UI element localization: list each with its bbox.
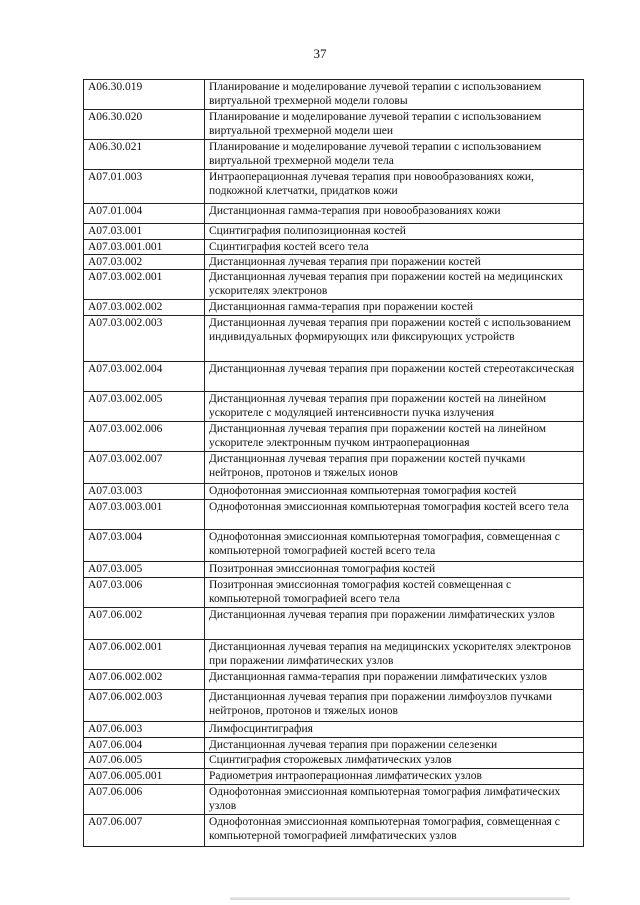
service-code-cell: A07.03.002.006 bbox=[84, 422, 205, 452]
service-name-cell: Позитронная эмиссионная томография костей совмещенная с компьютерной томографией всего тела bbox=[205, 578, 584, 608]
service-code-cell: A07.03.002.005 bbox=[84, 392, 205, 422]
table-row bbox=[84, 738, 584, 753]
service-name-cell: Интраоперационная лучевая терапия при новообразованиях кожи, подкожной клетчатки, придатков кожи bbox=[205, 170, 584, 204]
table-row bbox=[84, 530, 584, 562]
service-code-cell: A07.06.002.001 bbox=[84, 640, 205, 670]
service-name-cell: Лимфосцинтиграфия bbox=[205, 722, 584, 738]
service-code-cell: A07.03.004 bbox=[84, 530, 205, 562]
service-name-cell: Дистанционная лучевая терапия при поражении селезенки bbox=[205, 738, 584, 753]
service-name-cell: Планирование и моделирование лучевой терапии с использованием виртуальной трехмерной модели головы bbox=[205, 80, 584, 110]
service-name-cell: Дистанционная гамма-терапия при поражении лимфатических узлов bbox=[205, 670, 584, 690]
service-code-cell: A07.03.003.001 bbox=[84, 500, 205, 530]
table-body bbox=[84, 80, 584, 847]
service-code-cell: A07.03.006 bbox=[84, 578, 205, 608]
service-name-cell: Дистанционная лучевая терапия на медицинских ускорителях электронов при поражении лимфатических узлов bbox=[205, 640, 584, 670]
service-code-cell: A07.06.002 bbox=[84, 608, 205, 640]
service-name-cell: Сцинтиграфия полипозиционная костей bbox=[205, 224, 584, 240]
table-row bbox=[84, 224, 584, 240]
table-row bbox=[84, 670, 584, 690]
service-name-cell: Дистанционная лучевая терапия при поражении костей пучками нейтронов, протонов и тяжелых ионов bbox=[205, 452, 584, 484]
table-row bbox=[84, 316, 584, 362]
service-name-cell: Дистанционная гамма-терапия при новообразованиях кожи bbox=[205, 204, 584, 224]
service-code-cell: A06.30.021 bbox=[84, 140, 205, 170]
service-name-cell: Позитронная эмиссионная томография костей bbox=[205, 562, 584, 578]
table-row bbox=[84, 422, 584, 452]
service-name-cell: Планирование и моделирование лучевой терапии с использованием виртуальной трехмерной модели шеи bbox=[205, 110, 584, 140]
table-row bbox=[84, 722, 584, 738]
service-name-cell: Радиометрия интраоперационная лимфатических узлов bbox=[205, 769, 584, 785]
table-row bbox=[84, 362, 584, 392]
service-code-cell: A07.06.003 bbox=[84, 722, 205, 738]
table-row bbox=[84, 204, 584, 224]
service-code-cell: A07.03.005 bbox=[84, 562, 205, 578]
service-name-cell: Дистанционная лучевая терапия при поражении костей bbox=[205, 255, 584, 270]
service-name-cell: Сцинтиграфия костей всего тела bbox=[205, 240, 584, 255]
service-name-cell: Дистанционная лучевая терапия при поражении костей на медицинских ускорителях электронов bbox=[205, 270, 584, 300]
service-code-cell: A07.06.004 bbox=[84, 738, 205, 753]
service-name-cell: Однофотонная эмиссионная компьютерная томография костей всего тела bbox=[205, 500, 584, 530]
service-code-cell: A07.03.001.001 bbox=[84, 240, 205, 255]
table-row bbox=[84, 815, 584, 847]
table-row bbox=[84, 500, 584, 530]
service-code-cell: A07.03.003 bbox=[84, 484, 205, 500]
service-code-cell: A07.06.007 bbox=[84, 815, 205, 847]
service-code-cell: A07.03.002.001 bbox=[84, 270, 205, 300]
service-name-cell: Дистанционная лучевая терапия при поражении костей с использованием индивидуальных формирующих или фиксирующих устройств bbox=[205, 316, 584, 362]
service-name-cell: Однофотонная эмиссионная компьютерная томография лимфатических узлов bbox=[205, 785, 584, 815]
service-code-cell: A06.30.020 bbox=[84, 110, 205, 140]
service-code-cell: A07.03.002.002 bbox=[84, 300, 205, 316]
service-code-cell: A07.03.002 bbox=[84, 255, 205, 270]
service-code-cell: A07.06.002.002 bbox=[84, 670, 205, 690]
table-row bbox=[84, 640, 584, 670]
service-codes-table bbox=[83, 79, 584, 847]
service-code-cell: A07.03.001 bbox=[84, 224, 205, 240]
table-row bbox=[84, 452, 584, 484]
table-row bbox=[84, 690, 584, 722]
table-row bbox=[84, 769, 584, 785]
service-code-cell: A07.03.002.004 bbox=[84, 362, 205, 392]
service-name-cell: Дистанционная лучевая терапия при поражении костей на линейном ускорителе электронным пучком интраоперационная bbox=[205, 422, 584, 452]
service-name-cell: Планирование и моделирование лучевой терапии с использованием виртуальной трехмерной модели тела bbox=[205, 140, 584, 170]
service-code-cell: A06.30.019 bbox=[84, 80, 205, 110]
service-name-cell: Дистанционная лучевая терапия при поражении лимфоузлов пучками нейтронов, протонов и тяжелых ионов bbox=[205, 690, 584, 722]
table-row bbox=[84, 785, 584, 815]
service-name-cell: Дистанционная лучевая терапия при поражении костей на линейном ускорителе с модуляцией интенсивности пучка излучения bbox=[205, 392, 584, 422]
table-row bbox=[84, 608, 584, 640]
table-row bbox=[84, 562, 584, 578]
table-row bbox=[84, 578, 584, 608]
table-row bbox=[84, 110, 584, 140]
service-code-cell: A07.03.002.007 bbox=[84, 452, 205, 484]
table-row bbox=[84, 140, 584, 170]
service-name-cell: Сцинтиграфия сторожевых лимфатических узлов bbox=[205, 753, 584, 769]
service-code-cell: A07.01.004 bbox=[84, 204, 205, 224]
service-code-cell: A07.06.006 bbox=[84, 785, 205, 815]
page-number: 37 bbox=[313, 46, 327, 61]
service-name-cell: Дистанционная лучевая терапия при поражении костей стереотаксическая bbox=[205, 362, 584, 392]
service-name-cell: Однофотонная эмиссионная компьютерная томография костей bbox=[205, 484, 584, 500]
table-row bbox=[84, 270, 584, 300]
service-name-cell: Однофотонная эмиссионная компьютерная томография, совмещенная с компьютерной томографией лимфатических узлов bbox=[205, 815, 584, 847]
table-row bbox=[84, 753, 584, 769]
service-name-cell: Дистанционная гамма-терапия при поражении костей bbox=[205, 300, 584, 316]
table-row bbox=[84, 255, 584, 270]
table-row bbox=[84, 170, 584, 204]
table-row bbox=[84, 80, 584, 110]
service-code-cell: A07.06.005 bbox=[84, 753, 205, 769]
table-row bbox=[84, 240, 584, 255]
service-name-cell: Однофотонная эмиссионная компьютерная томография, совмещенная с компьютерной томографией костей всего тела bbox=[205, 530, 584, 562]
page-bottom-edge bbox=[230, 897, 570, 900]
service-code-cell: A07.06.005.001 bbox=[84, 769, 205, 785]
service-code-cell: A07.06.002.003 bbox=[84, 690, 205, 722]
table-row bbox=[84, 484, 584, 500]
service-code-cell: A07.01.003 bbox=[84, 170, 205, 204]
table-row bbox=[84, 392, 584, 422]
service-code-cell: A07.03.002.003 bbox=[84, 316, 205, 362]
service-name-cell: Дистанционная лучевая терапия при поражении лимфатических узлов bbox=[205, 608, 584, 640]
table-row bbox=[84, 300, 584, 316]
